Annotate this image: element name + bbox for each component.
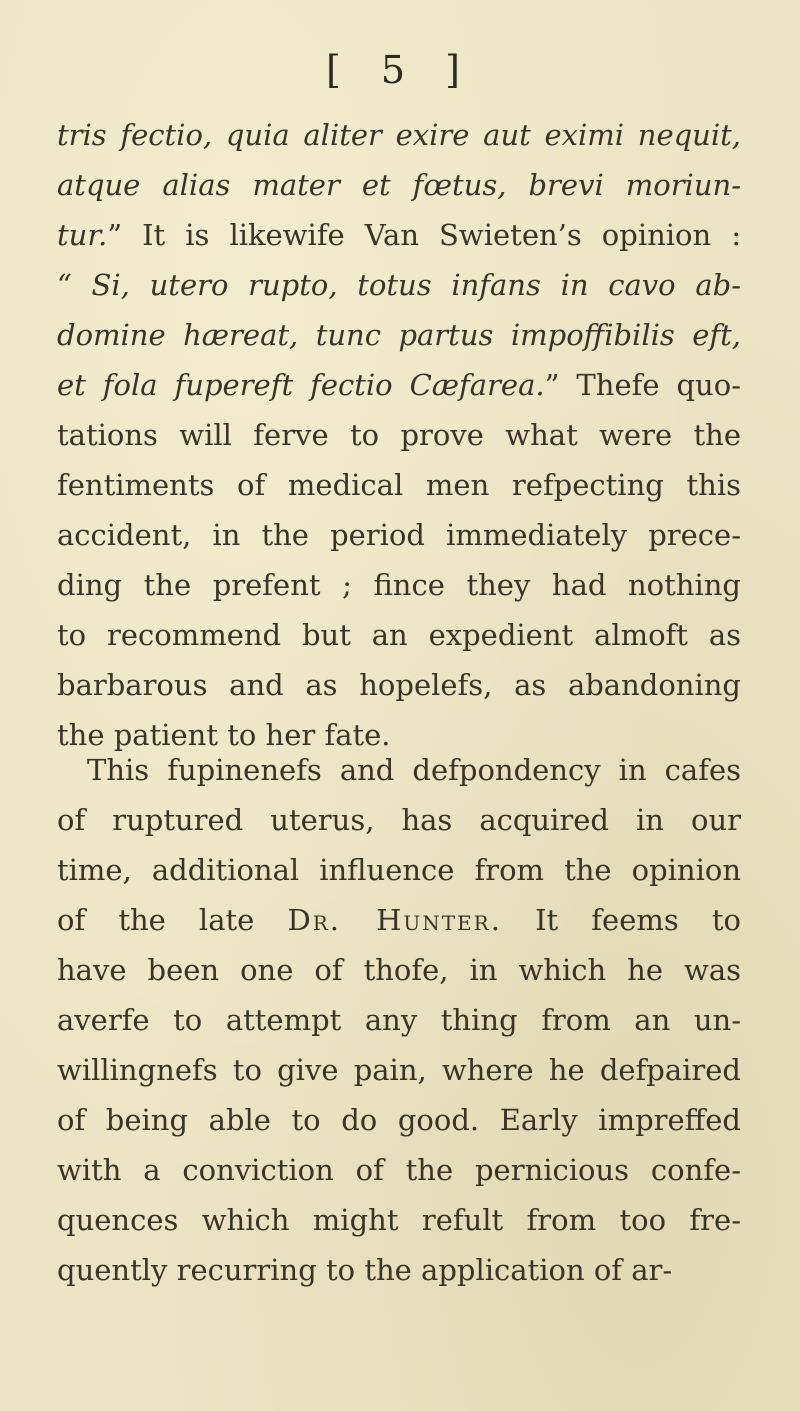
text-run: the patient to her fate.: [57, 718, 391, 752]
text-line: [57, 310, 741, 360]
text-run: with a conviction of the pernicious confe-: [57, 1153, 741, 1187]
text-line: [57, 895, 741, 945]
text-run: tur.: [57, 218, 108, 252]
text-run: tris fectio, quia aliter exire aut eximi nequit,: [57, 118, 741, 152]
text-run: ” Thefe quo-: [544, 368, 741, 402]
text-line: [57, 210, 741, 260]
text-line: [57, 160, 741, 210]
text-run: to recommend but an expedient almoft as: [57, 618, 741, 652]
text-line: [57, 110, 741, 160]
text-line: [57, 995, 741, 1045]
text-line: [57, 845, 741, 895]
text-run: ding the prefent ; fince they had nothing: [57, 568, 741, 602]
text-line: [57, 610, 741, 660]
text-line: [57, 1245, 741, 1295]
text-line: [57, 260, 741, 310]
text-run: “ Si, utero rupto, totus infans in cavo ab-: [57, 268, 741, 302]
text-line: [57, 560, 741, 610]
text-run: It feems to: [501, 903, 741, 937]
text-run: barbarous and as hopelefs, as abandoning: [57, 668, 741, 702]
text-run: ” It is likewife Van Swieten’s opinion :: [107, 218, 741, 252]
text-run: Dr. Hunter.: [287, 903, 502, 937]
text-line: [57, 1045, 741, 1095]
text-line: [57, 745, 741, 795]
text-run: of the late: [57, 903, 288, 937]
text-run: accident, in the period immediately prece-: [57, 518, 741, 552]
paragraph-2: [57, 745, 741, 1295]
text-line: [57, 1095, 741, 1145]
text-run: have been one of thofe, in which he was: [57, 953, 741, 987]
text-line: [57, 795, 741, 845]
text-line: [57, 660, 741, 710]
text-run: averfe to attempt any thing from an un-: [57, 1003, 741, 1037]
text-run: domine hæreat, tunc partus impoffibilis eft,: [57, 318, 741, 352]
text-run: atque alias mater et fœtus, brevi moriun-: [57, 168, 741, 202]
text-run: of being able to do good. Early impreffed: [57, 1103, 741, 1137]
text-line: [57, 410, 741, 460]
text-run: of ruptured uterus, has acquired in our: [57, 803, 741, 837]
text-run: quences which might refult from too fre-: [57, 1203, 741, 1237]
text-line: [57, 1195, 741, 1245]
text-run: quently recurring to the application of ar-: [57, 1253, 673, 1287]
text-run: time, additional influence from the opinion: [57, 853, 741, 887]
text-line: [57, 360, 741, 410]
page-number: [ 5 ]: [326, 48, 474, 92]
paragraph-1: [57, 110, 741, 760]
text-run: et fola fupereft fectio Cæfarea.: [57, 368, 545, 402]
text-line: [57, 460, 741, 510]
text-run: This fupinenefs and defpondency in cafes: [87, 753, 741, 787]
text-run: fentiments of medical men refpecting this: [57, 468, 741, 502]
text-line: [57, 510, 741, 560]
text-run: tations will ferve to prove what were the: [57, 418, 741, 452]
text-line: [57, 1145, 741, 1195]
text-run: willingnefs to give pain, where he defpaired: [57, 1053, 741, 1087]
text-line: [57, 945, 741, 995]
